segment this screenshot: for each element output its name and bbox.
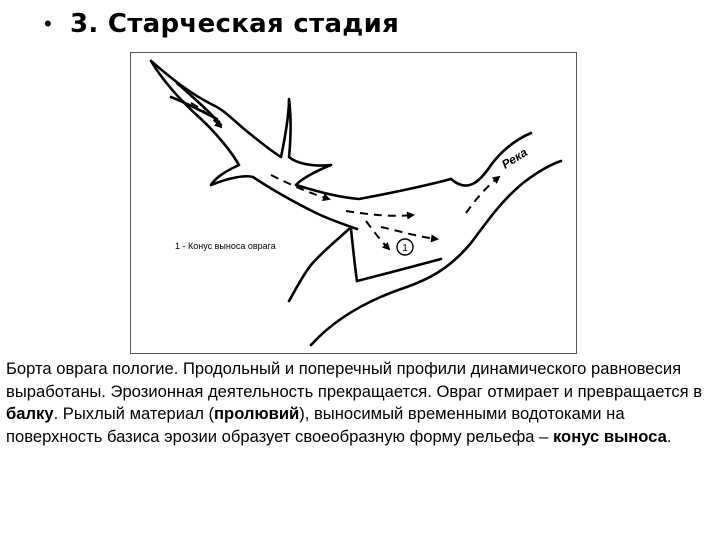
cone-marker-label: 1	[402, 243, 408, 254]
ravine-sketch	[131, 53, 578, 355]
flow-arrow-3	[346, 211, 413, 216]
river-lower-bank	[311, 161, 561, 345]
term-proluvii: пролювий	[214, 404, 300, 423]
figure-legend: 1 - Конус выноса оврага	[175, 241, 276, 251]
desc-part-2: . Рыхлый материал (	[53, 404, 215, 423]
description-text	[6, 358, 718, 448]
term-balka: балку	[6, 404, 54, 423]
flow-arrow-5	[381, 227, 437, 239]
desc-part-4: .	[666, 426, 672, 446]
slide-title-row	[44, 6, 399, 42]
bullet-icon: •	[44, 11, 52, 36]
desc-part-3: ), выносимый временными водотоками на поверхность базиса эрозии образует своеобразную форму рельефа –	[6, 404, 625, 446]
ravine-left-wall	[289, 229, 349, 301]
ravine-mid-wall	[351, 229, 357, 281]
ravine-left-fork	[171, 97, 217, 119]
term-konus-vynosa: конус выноса	[552, 426, 667, 446]
flow-arrow-river	[466, 177, 499, 213]
flow-arrow-4	[366, 221, 389, 249]
river-label: Река	[499, 145, 530, 172]
ravine-upper-edge	[151, 61, 451, 199]
ravine-diagram	[130, 52, 577, 354]
desc-part-1: Борта оврага пологие. Продольный и поперечный профили динамического равновесия выработаны. Эрозионная деятельность прекращается. Овраг отмирает и превращается в	[6, 359, 703, 401]
slide-title: 3. Старческая стадия	[70, 9, 400, 39]
